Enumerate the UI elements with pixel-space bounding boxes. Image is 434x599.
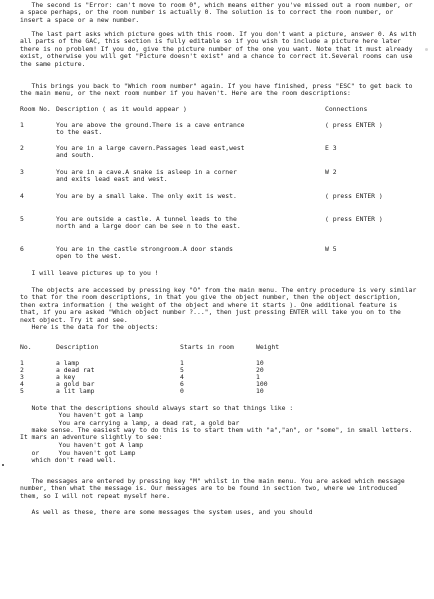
final-paragraph: As well as these, there are some messages the system uses, and you should bbox=[20, 508, 313, 516]
objects-intro-paragraph: The objects are accessed by pressing key "O" from the main menu. The entry procedure is very similar to that for the room descriptions, in that you give the object number, then the object description, then extra information ( the weight of the object and where it starts ). One additional feature is that, if you are asked "Which object number ?...", then just pressing ENTER will take you on to the next object. Try it and see. Here is the data for the objects: bbox=[20, 286, 417, 332]
intro-paragraph-error: The second is "Error: can't move to room 0", which means either you've missed out a room number, or a space perhaps, or the room number is actually 0. The solution is to correct the room number, or insert a space or a new number. bbox=[20, 1, 417, 24]
room-connections: ( press ENTER ) bbox=[325, 215, 383, 223]
room-number: 5 bbox=[20, 215, 24, 223]
object-description: a key bbox=[56, 373, 76, 381]
object-weight: 10 bbox=[256, 387, 264, 395]
object-number: 4 bbox=[20, 380, 24, 388]
room-description: You are in a large cavern.Passages lead east,west and south. bbox=[56, 144, 249, 160]
room-description: You are in a cave.A snake is asleep in a corner and exits lead east and west. bbox=[56, 168, 241, 184]
note-example-line: You are carrying a lamp, a dead rat, a gold bar bbox=[20, 419, 240, 427]
object-description: a gold bar bbox=[56, 380, 95, 388]
room-connections: ( press ENTER ) bbox=[325, 121, 383, 129]
object-weight: 1 bbox=[256, 373, 260, 381]
object-start-room: 6 bbox=[180, 380, 184, 388]
object-number: 2 bbox=[20, 366, 24, 374]
room-connections-header: Connections bbox=[325, 105, 368, 113]
intro-paragraph-which-room: This brings you back to "Which room number" again. If you have finished, press "ESC" to get back to the main menu, or the next room number if you haven't. Here are the room descriptions: bbox=[20, 82, 417, 98]
room-description: You are above the ground.There is a cave entrance to the east. bbox=[56, 121, 249, 137]
scan-smudge bbox=[425, 48, 428, 51]
note-example-line: or You haven't got Lamp bbox=[20, 449, 136, 457]
object-starts-header: Starts in room bbox=[180, 343, 234, 351]
room-number: 6 bbox=[20, 245, 24, 253]
object-description: a lamp bbox=[56, 359, 80, 367]
object-number: 1 bbox=[20, 359, 24, 367]
object-start-room: 5 bbox=[180, 366, 184, 374]
object-no-header: No. bbox=[20, 343, 32, 351]
room-number: 1 bbox=[20, 121, 24, 129]
note-example-line: You haven't got A lamp bbox=[20, 441, 144, 449]
object-start-room: 4 bbox=[180, 373, 184, 381]
room-connections: ( press ENTER ) bbox=[325, 192, 383, 200]
room-no-header: Room No. bbox=[20, 105, 51, 113]
room-number: 4 bbox=[20, 192, 24, 200]
note-line: make sense. The easiest way to do this is to start them with "a","an", or "some", in small letters. It mars an adventure slightly to see: bbox=[20, 426, 417, 442]
room-description-header: Description ( as it would appear ) bbox=[56, 105, 187, 113]
object-weight-header: Weight bbox=[256, 343, 280, 351]
note-example-line: You haven't got a lamp bbox=[20, 411, 144, 419]
object-description-header: Description bbox=[56, 343, 99, 351]
object-weight: 10 bbox=[256, 359, 264, 367]
room-number: 2 bbox=[20, 144, 24, 152]
object-description: a lit lamp bbox=[56, 387, 95, 395]
object-number: 3 bbox=[20, 373, 24, 381]
room-description: You are in the castle strongroom.A door stands open to the west. bbox=[56, 245, 237, 261]
object-weight: 20 bbox=[256, 366, 264, 374]
room-connections: W 2 bbox=[325, 168, 337, 176]
pictures-note: I will leave pictures up to you ! bbox=[20, 269, 159, 277]
intro-paragraph-picture: The last part asks which picture goes with this room. If you don't want a picture, answer 0. As with all parts of the GAC, this section is fully editable so if you wish to include a picture here later there is no problem! If you do, give the picture number of the one you want. Note that it must already exist, otherwise you will get "Picture doesn't exist" and a chance to correct it.Several rooms can use the same picture. bbox=[20, 30, 421, 68]
room-description: You are outside a castle. A tunnel leads to the north and a large door can be see n to the east. bbox=[56, 215, 241, 231]
object-number: 5 bbox=[20, 387, 24, 395]
object-description: a dead rat bbox=[56, 366, 95, 374]
room-connections: E 3 bbox=[325, 144, 337, 152]
stray-ink-mark bbox=[2, 464, 4, 466]
messages-paragraph: The messages are entered by pressing key "M" whilst in the main menu. You are asked which message number, then what the message is. Our messages are to be found in section two, where we introduced them, so I will not repeat myself here. bbox=[20, 477, 409, 500]
room-description: You are by a small lake. The only exit is west. bbox=[56, 192, 237, 200]
room-number: 3 bbox=[20, 168, 24, 176]
object-start-room: 1 bbox=[180, 359, 184, 367]
object-start-room: 0 bbox=[180, 387, 184, 395]
object-weight: 100 bbox=[256, 380, 268, 388]
room-connections: W 5 bbox=[325, 245, 337, 253]
note-line: which don't read well. bbox=[20, 456, 117, 464]
note-line: Note that the descriptions should always start so that things like : bbox=[20, 404, 294, 412]
